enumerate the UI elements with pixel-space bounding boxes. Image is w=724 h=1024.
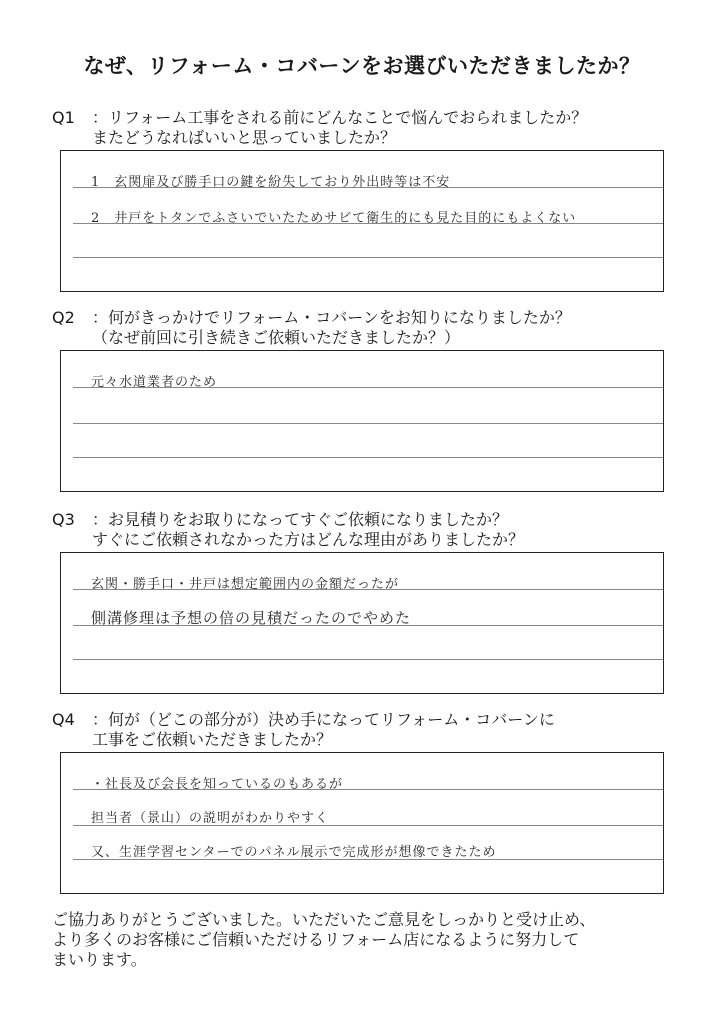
answer-box-3 [60, 552, 664, 694]
question-number: Q1 [52, 108, 75, 127]
question-subtext: （なぜ前回に引き続きご依頼いただきましたか？） [92, 328, 461, 347]
handwritten-answer: 1 玄関扉及び勝手口の鍵を紛失しており外出時等は不安 [91, 175, 451, 190]
answer-box-1 [60, 150, 664, 292]
ruled-line [73, 423, 663, 424]
question-subtext: すぐにご依頼されなかった方はどんな理由がありましたか？ [92, 530, 525, 549]
question-text: ：お見積りをお取りになってすぐご依頼になりましたか？ [92, 510, 509, 529]
handwritten-answer: 元々水道業者のため [91, 375, 218, 390]
handwritten-answer: 又、生涯学習センターでのパネル展示で完成形が想像できたため [91, 845, 497, 860]
handwritten-answer: 2 井戸をトタンでふさいでいたためサビて衛生的にも見た目的にもよくない [91, 211, 577, 226]
question-number: Q2 [52, 308, 75, 327]
answer-box-2 [60, 350, 664, 492]
closing-message [52, 910, 692, 970]
question-3 [52, 510, 692, 550]
handwritten-answer: ・社長及び会長を知っているのもあるが [91, 777, 344, 792]
question-4 [52, 710, 692, 750]
question-text: ：何がきっかけでリフォーム・コバーンをお知りになりましたか？ [92, 308, 571, 327]
question-number: Q3 [52, 510, 75, 529]
closing-line: より多くのお客様にご信頼いただけるリフォーム店になるように努力して [52, 930, 580, 949]
question-1 [52, 108, 692, 148]
closing-line: まいります。 [52, 950, 147, 969]
ruled-line [73, 257, 663, 258]
page-title: なぜ、リフォーム・コバーンをお選びいただきましたか？ [83, 54, 641, 78]
question-2 [52, 308, 692, 348]
ruled-line [73, 457, 663, 458]
question-number: Q4 [52, 710, 75, 729]
question-text: ：何が（どこの部分が）決め手になってリフォーム・コバーンに [92, 710, 555, 729]
closing-line: ご協力ありがとうございました。いただいたご意見をしっかりと受け止め、 [52, 910, 596, 929]
question-text: ：リフォーム工事をされる前にどんなことで悩んでおられましたか？ [92, 108, 588, 127]
question-subtext: またどうなればいいと思っていましたか？ [92, 128, 397, 147]
answer-box-4 [60, 752, 664, 894]
question-subtext: 工事をご依頼いただきましたか？ [92, 730, 333, 749]
ruled-line [73, 659, 663, 660]
handwritten-answer: 玄関・勝手口・井戸は想定範囲内の金額だったが [91, 577, 400, 592]
handwritten-answer: 側溝修理は予想の倍の見積だったのでやめた [91, 609, 412, 627]
handwritten-answer: 担当者（景山）の説明がわかりやすく [91, 811, 330, 826]
